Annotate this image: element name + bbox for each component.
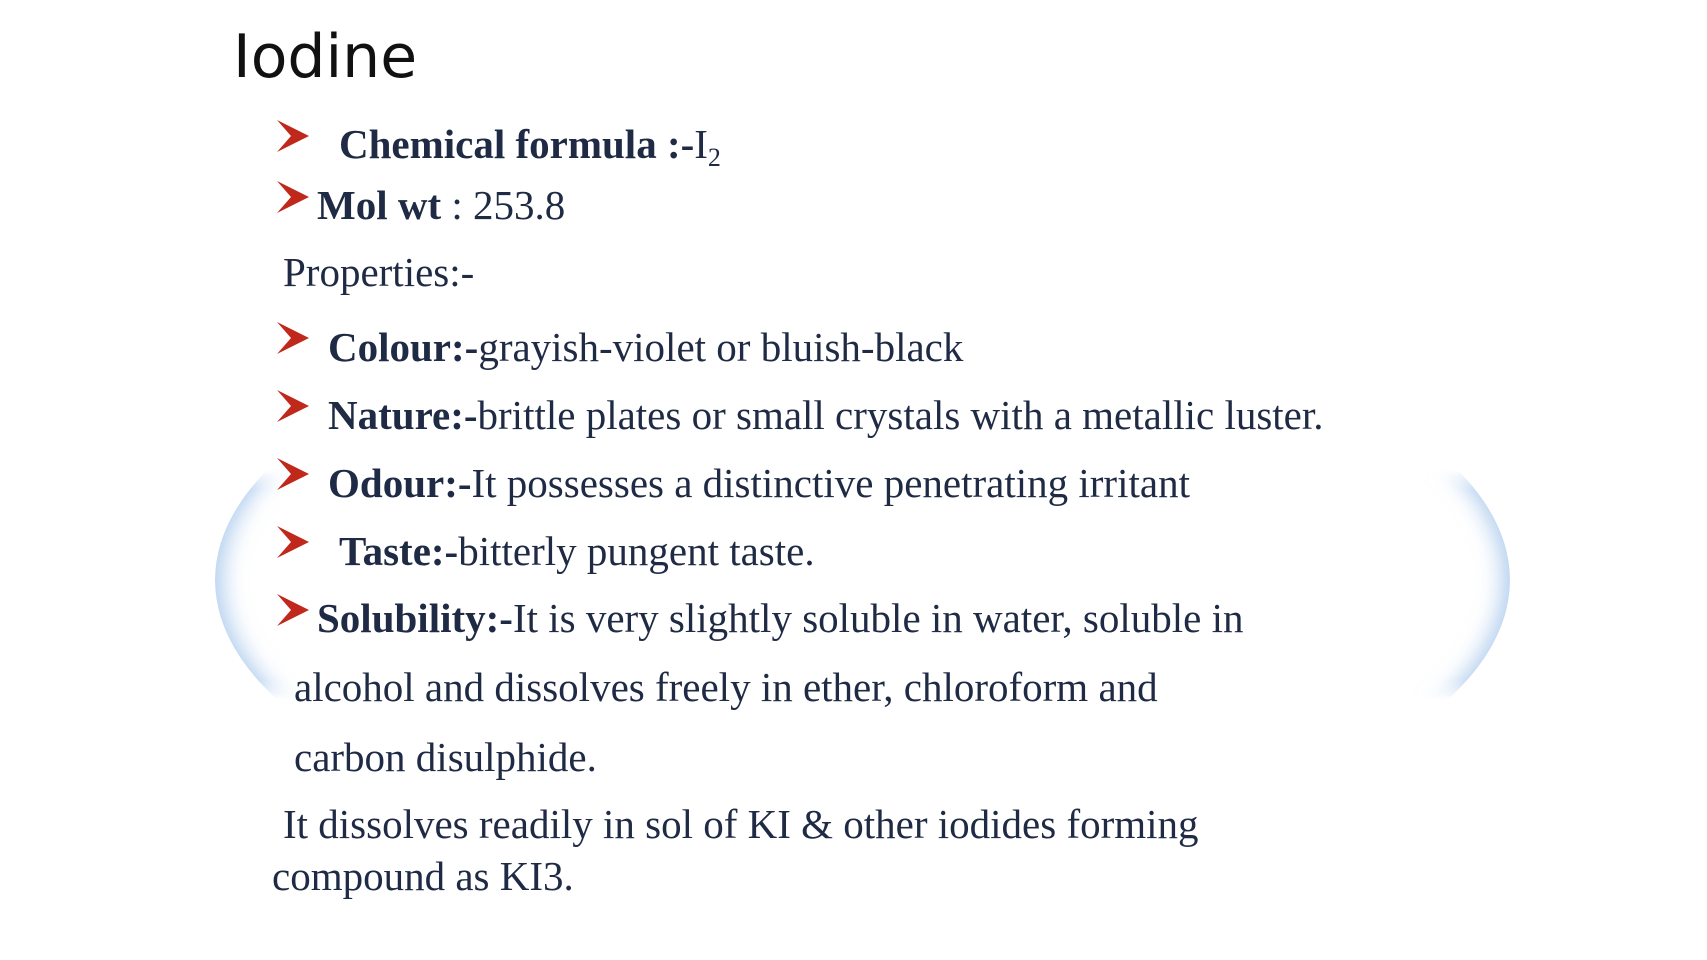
formula-subscript: 2 [707, 143, 721, 172]
arrowhead-bullet-icon [275, 118, 311, 154]
odour-value: It possesses a distinctive penetrating irritant [471, 460, 1190, 506]
colour-item [328, 324, 964, 370]
mol-wt-item [317, 182, 566, 228]
taste-value: bitterly pungent taste. [458, 528, 815, 574]
formula-label: Chemical formula :- [339, 121, 695, 167]
properties-heading: Properties:- [283, 249, 475, 295]
colour-label: Colour:- [328, 324, 479, 370]
arrowhead-bullet-icon [275, 388, 311, 424]
arrowhead-bullet-icon [275, 179, 311, 215]
solubility-line2: alcohol and dissolves freely in ether, chloroform and [294, 664, 1158, 710]
odour-label: Odour:- [328, 460, 472, 506]
extra-line2: compound as KI3. [272, 853, 574, 899]
taste-label: Taste:- [339, 528, 459, 574]
formula-value: I [694, 121, 708, 167]
nature-label: Nature:- [328, 392, 478, 438]
solubility-item [317, 595, 1244, 641]
arrowhead-bullet-icon [275, 592, 311, 628]
mol-wt-label: Mol wt [317, 182, 442, 228]
odour-item [328, 460, 1190, 506]
nature-value: brittle plates or small crystals with a metallic luster. [477, 392, 1324, 438]
solubility-label: Solubility:- [317, 595, 513, 641]
taste-item [339, 528, 815, 574]
solubility-line3: carbon disulphide. [294, 734, 597, 780]
formula-item [339, 121, 721, 172]
arrowhead-bullet-icon [275, 456, 311, 492]
slide-title: Iodine [233, 22, 418, 92]
arrowhead-bullet-icon [275, 320, 311, 356]
extra-line1: It dissolves readily in sol of KI & other iodides forming [283, 801, 1199, 847]
arrowhead-bullet-icon [275, 524, 311, 560]
mol-wt-value: : 253.8 [441, 182, 566, 228]
nature-item [328, 392, 1324, 438]
colour-value: grayish-violet or bluish-black [478, 324, 964, 370]
solubility-line1: It is very slightly soluble in water, soluble in [512, 595, 1244, 641]
